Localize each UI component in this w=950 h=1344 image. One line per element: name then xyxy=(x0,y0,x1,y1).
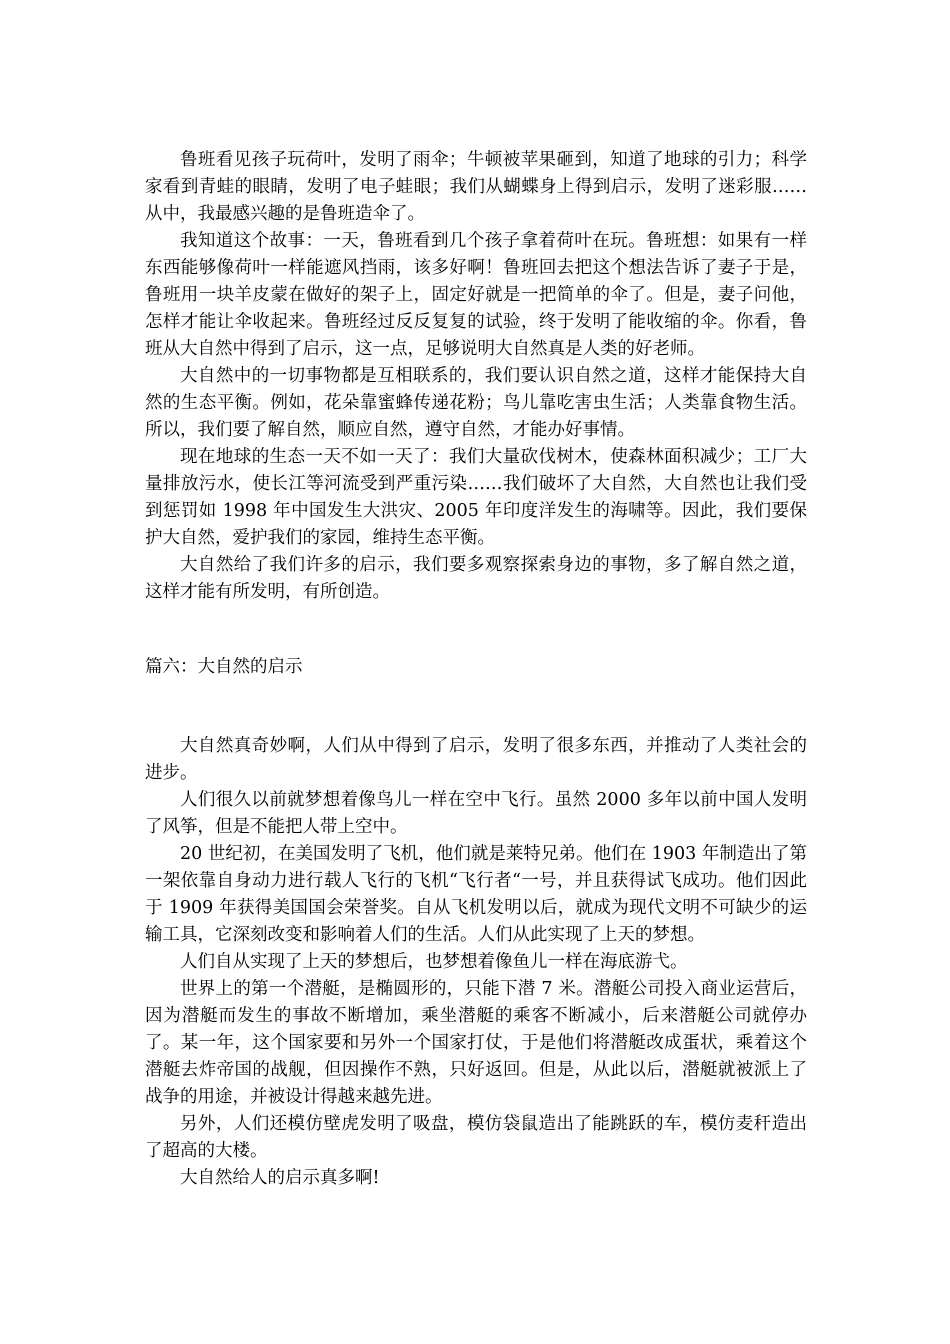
paragraph: 大自然给人的启示真多啊! xyxy=(180,1168,380,1188)
document-body xyxy=(145,147,807,1192)
paragraph: 我知道这个故事：一天，鲁班看到几个孩子拿着荷叶在玩。鲁班想：如果有一样东西能够像荷叶一样能遮风挡雨，该多好啊！鲁班回去把这个想法告诉了妻子于是，鲁班用一块羊皮蒙在做好的架子上，固定好就是一把简单的伞了。但是，妻子问他，怎样才能让伞收起来。鲁班经过反反复复的试验，终于发明了能收缩的伞。你看，鲁班从大自然中得到了启示，这一点，足够说明大自然真是人类的好老师。 xyxy=(145,231,807,359)
paragraph: 大自然给了我们许多的启示，我们要多观察探索身边的事物，多了解自然之道，这样才能有所发明，有所创造。 xyxy=(145,555,807,602)
section-spacer xyxy=(145,681,807,733)
paragraph: 大自然真奇妙啊，人们从中得到了启示，发明了很多东西，并推动了人类社会的进步。 xyxy=(145,736,807,783)
paragraph: 人们很久以前就梦想着像鸟儿一样在空中飞行。虽然 2000 多年以前中国人发明了风筝，但是不能把人带上空中。 xyxy=(145,790,807,837)
paragraph: 鲁班看见孩子玩荷叶，发明了雨伞；牛顿被苹果砸到，知道了地球的引力；科学家看到青蛙的眼睛，发明了电子蛙眼；我们从蝴蝶身上得到启示，发明了迷彩服……从中，我最感兴趣的是鲁班造伞了。 xyxy=(145,150,807,224)
paragraph: 世界上的第一个潜艇，是椭圆形的，只能下潜 7 米。潜艇公司投入商业运营后，因为潜艇而发生的事故不断增加，乘坐潜艇的乘客不断减小，后来潜艇公司就停办了。某一年，这个国家要和另外一个国家打仗，于是他们将潜艇改成蛋状，乘着这个潜艇去炸帝国的战舰，但因操作不熟，只好返回。但是，从此以后，潜艇就被派上了战争的用途，并被设计得越来越先进。 xyxy=(145,979,807,1107)
section-title: 篇六：大自然的启示 xyxy=(145,657,303,677)
section-spacer xyxy=(145,606,807,654)
paragraph: 现在地球的生态一天不如一天了：我们大量砍伐树木，使森林面积减少；工厂大量排放污水，使长江等河流受到严重污染……我们破坏了大自然，大自然也让我们受到惩罚如 1998 年中国发生大洪灾、2005 年印度洋发生的海啸等。因此，我们要保护大自然，爱护我们的家园，维持生态平衡。 xyxy=(145,447,807,548)
paragraph: 另外，人们还模仿壁虎发明了吸盘，模仿袋鼠造出了能跳跃的车，模仿麦秆造出了超高的大楼。 xyxy=(145,1114,807,1161)
paragraph: 人们自从实现了上天的梦想后，也梦想着像鱼儿一样在海底游弋。 xyxy=(180,952,688,972)
paragraph: 20 世纪初，在美国发明了飞机，他们就是莱特兄弟。他们在 1903 年制造出了第一架依靠自身动力进行载人飞行的飞机“飞行者“一号，并且获得试飞成功。他们因此于 1909 年获得美国国会荣誉奖。自从飞机发明以后，就成为现代文明不可缺少的运输工具，它深刻改变和影响着人们的生活。人们从此实现了上天的梦想。 xyxy=(145,844,807,945)
paragraph: 大自然中的一切事物都是互相联系的，我们要认识自然之道，这样才能保持大自然的生态平衡。例如，花朵靠蜜蜂传递花粉；鸟儿靠吃害虫生活；人类靠食物生活。所以，我们要了解自然，顺应自然，遵守自然，才能办好事情。 xyxy=(145,366,807,440)
